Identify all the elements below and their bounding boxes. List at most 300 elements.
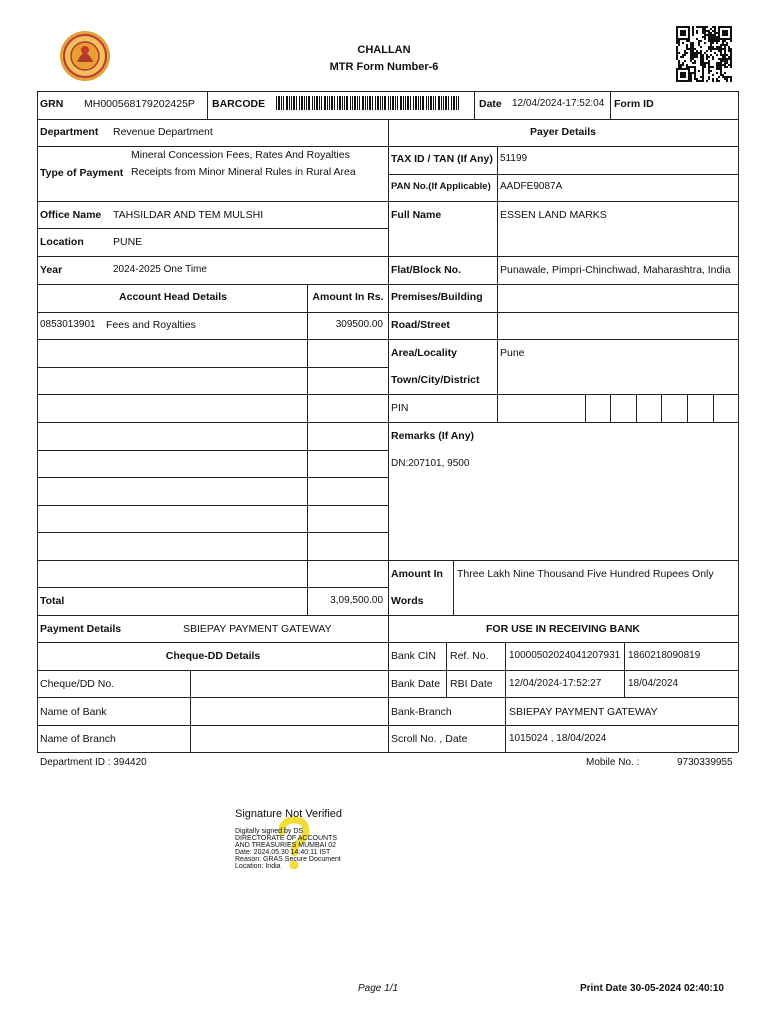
table-rule	[37, 284, 388, 285]
qr-module	[692, 30, 694, 32]
qr-module	[724, 56, 726, 58]
qr-module	[694, 60, 696, 62]
qr-module	[690, 66, 692, 68]
qr-module	[724, 52, 726, 54]
qr-module	[720, 46, 722, 48]
date-label: Date	[479, 98, 502, 110]
signature-line6: Location: India	[235, 863, 281, 870]
qr-module	[704, 62, 706, 64]
qr-module	[702, 54, 704, 56]
qr-module	[724, 48, 726, 50]
barcode-bar	[304, 96, 305, 110]
date-value: 12/04/2024-17:52:04	[512, 98, 605, 109]
department-id: Department ID : 394420	[40, 757, 147, 768]
table-rule	[37, 91, 738, 92]
qr-module	[728, 50, 730, 52]
qr-module	[714, 48, 716, 50]
barcode-bar	[375, 96, 376, 110]
qr-module	[708, 38, 710, 40]
qr-module	[702, 64, 704, 66]
table-rule	[388, 560, 738, 561]
qr-module	[696, 26, 698, 28]
qr-module	[690, 52, 692, 54]
qr-module	[718, 40, 720, 42]
qr-module	[722, 40, 724, 42]
department-value: Revenue Department	[113, 126, 213, 138]
table-rule	[388, 256, 738, 257]
qr-module	[702, 66, 704, 68]
barcode-bar	[324, 96, 326, 110]
qr-module	[730, 50, 732, 52]
barcode-bar	[296, 96, 297, 110]
qr-module	[722, 48, 724, 50]
qr-module	[682, 54, 684, 56]
qr-module	[680, 30, 686, 36]
qr-module	[714, 52, 716, 54]
qr-module	[726, 60, 728, 62]
qr-module	[708, 32, 710, 34]
qr-module	[702, 62, 704, 64]
qr-module	[718, 50, 720, 52]
qr-module	[676, 42, 678, 44]
mobile-value: 9730339955	[677, 757, 733, 768]
barcode-bar	[344, 96, 345, 110]
barcode-bar	[321, 96, 322, 110]
qr-module	[716, 32, 718, 34]
cheque-no-label: Cheque/DD No.	[40, 678, 115, 690]
qr-module	[710, 36, 712, 38]
qr-module	[688, 40, 690, 42]
qr-module	[692, 66, 694, 68]
words-label: Words	[391, 595, 424, 607]
table-rule	[37, 201, 388, 202]
qr-module	[726, 66, 728, 68]
qr-module	[724, 54, 726, 56]
signature-block	[234, 806, 374, 876]
qr-module	[694, 70, 696, 72]
qr-module	[702, 28, 704, 30]
amount-words: Three Lakh Nine Thousand Five Hundred Rupees Only	[457, 568, 714, 580]
qr-module	[714, 38, 716, 40]
qr-module	[682, 56, 684, 58]
barcode-bar	[456, 96, 457, 110]
barcode-bar	[293, 96, 295, 110]
barcode-bar	[276, 96, 277, 110]
qr-module	[730, 60, 732, 62]
qr-module	[730, 78, 732, 80]
qr-module	[702, 80, 704, 82]
table-rule	[207, 91, 208, 119]
qr-module	[722, 42, 724, 44]
qr-module	[716, 62, 718, 64]
qr-module	[730, 58, 732, 60]
qr-module	[716, 68, 718, 70]
barcode-bar	[453, 96, 455, 110]
table-rule	[37, 367, 388, 368]
qr-module	[712, 36, 714, 38]
qr-module	[706, 80, 708, 82]
qr-module	[690, 48, 692, 50]
qr-module	[712, 58, 714, 60]
table-rule	[37, 339, 388, 340]
qr-module	[694, 68, 696, 70]
qr-module	[704, 66, 706, 68]
qr-module	[692, 62, 694, 64]
qr-module	[708, 76, 710, 78]
qr-module	[690, 76, 692, 78]
barcode-bar	[289, 96, 290, 110]
qr-module	[712, 26, 714, 28]
form-number: MTR Form Number-6	[329, 61, 439, 73]
qr-module	[714, 28, 716, 30]
location-label: Location	[40, 236, 84, 248]
table-rule	[37, 146, 388, 147]
qr-module	[722, 54, 724, 56]
qr-module	[690, 50, 692, 52]
qr-module	[718, 58, 720, 60]
qr-module	[710, 48, 712, 50]
qr-module	[708, 34, 710, 36]
barcode-bar	[405, 96, 406, 110]
barcode-bar	[334, 96, 335, 110]
qr-module	[680, 56, 682, 58]
qr-module	[718, 80, 720, 82]
table-rule	[388, 119, 389, 752]
qr-module	[720, 62, 722, 64]
qr-module	[720, 58, 722, 60]
bank-date-value: 12/04/2024-17:52:27	[509, 678, 602, 689]
qr-module	[720, 70, 722, 72]
table-rule	[497, 394, 498, 422]
bank-name-label: Name of Bank	[40, 706, 107, 718]
qr-module	[730, 62, 732, 64]
branch-name-label: Name of Branch	[40, 733, 116, 745]
qr-module	[730, 48, 732, 50]
qr-module	[712, 80, 714, 82]
qr-module	[724, 44, 726, 46]
barcode-bar	[413, 96, 414, 110]
premises-label: Premises/Building	[391, 291, 483, 303]
table-rule	[37, 312, 388, 313]
signature-line4: Date: 2024.05.30 14:40:11 IST	[235, 849, 331, 856]
barcode-bar	[448, 96, 449, 110]
qr-module	[696, 38, 698, 40]
rbi-date-value: 18/04/2024	[628, 678, 679, 689]
cheque-dd-label: Cheque-DD Details	[165, 650, 261, 662]
table-rule	[388, 422, 738, 423]
qr-module	[708, 70, 710, 72]
qr-module	[688, 48, 690, 50]
grn-label: GRN	[40, 98, 64, 110]
qr-module	[724, 50, 726, 52]
qr-module	[716, 40, 718, 42]
barcode-bar	[415, 96, 417, 110]
year-value: 2024-2025 One Time	[113, 264, 207, 275]
amount-in-label: Amount In	[391, 568, 443, 580]
qr-module	[718, 64, 720, 66]
qr-module	[718, 48, 720, 50]
barcode-bar	[420, 96, 421, 110]
qr-module	[690, 74, 692, 76]
table-rule	[636, 394, 637, 422]
barcode-bar	[278, 96, 280, 110]
table-rule	[37, 532, 388, 533]
qr-module	[696, 80, 698, 82]
qr-module	[716, 48, 718, 50]
qr-module	[678, 42, 680, 44]
account-head-label: Account Head Details	[119, 291, 227, 303]
barcode-bar	[312, 96, 313, 110]
qr-module	[700, 50, 702, 52]
barcode-bar	[426, 96, 427, 110]
qr-module	[696, 54, 698, 56]
qr-module	[686, 64, 688, 66]
qr-module	[682, 64, 684, 66]
qr-module	[694, 78, 696, 80]
barcode-bar	[382, 96, 383, 110]
qr-module	[702, 72, 704, 74]
qr-module	[720, 74, 722, 76]
qr-module	[688, 66, 690, 68]
qr-module	[694, 66, 696, 68]
qr-module	[694, 52, 696, 54]
qr-module	[714, 36, 716, 38]
table-rule	[37, 642, 388, 643]
table-rule	[37, 697, 388, 698]
qr-module	[678, 66, 680, 68]
qr-module	[710, 32, 712, 34]
qr-module	[676, 40, 678, 42]
qr-module	[700, 64, 702, 66]
qr-module	[700, 62, 702, 64]
qr-module	[702, 58, 704, 60]
qr-module	[702, 26, 704, 28]
barcode-bar	[350, 96, 351, 110]
full-name-label: Full Name	[391, 209, 442, 221]
page-number: Page 1/1	[358, 983, 399, 994]
qr-module	[708, 36, 710, 38]
qr-module	[710, 46, 712, 48]
barcode-bar	[291, 96, 292, 110]
qr-module	[692, 28, 694, 30]
qr-module	[726, 42, 728, 44]
table-rule	[388, 725, 738, 726]
qr-module	[708, 72, 710, 74]
bank-branch-label: Bank-Branch	[391, 706, 452, 718]
qr-module	[730, 64, 732, 66]
qr-module	[692, 46, 694, 48]
qr-module	[708, 40, 710, 42]
table-rule	[37, 477, 388, 478]
qr-module	[706, 56, 708, 58]
qr-module	[692, 56, 694, 58]
qr-module	[676, 58, 678, 60]
payment-details-label: Payment Details	[40, 623, 122, 635]
qr-module	[678, 60, 680, 62]
road-label: Road/Street	[391, 319, 450, 331]
bank-use-label: FOR USE IN RECEIVING BANK	[485, 623, 640, 635]
remarks-label: Remarks (If Any)	[391, 430, 475, 442]
qr-module	[730, 54, 732, 56]
qr-module	[698, 70, 700, 72]
qr-module	[692, 54, 694, 56]
qr-module	[696, 52, 698, 54]
qr-module	[728, 76, 730, 78]
table-rule	[37, 615, 388, 616]
qr-module	[692, 48, 694, 50]
barcode-bar	[331, 96, 333, 110]
qr-module	[704, 52, 706, 54]
rbi-date-label: RBI Date	[450, 678, 493, 690]
qr-module	[690, 46, 692, 48]
qr-module	[690, 42, 692, 44]
bank-date-label: Bank Date	[391, 678, 441, 690]
qr-module	[696, 30, 698, 32]
qr-module	[702, 60, 704, 62]
table-rule	[37, 587, 388, 588]
qr-module	[710, 28, 712, 30]
qr-module	[714, 30, 716, 32]
barcode-bar	[316, 96, 318, 110]
qr-module	[722, 76, 724, 78]
qr-module	[700, 76, 702, 78]
qr-module	[678, 40, 680, 42]
qr-module	[726, 54, 728, 56]
barcode-bar	[403, 96, 404, 110]
table-rule	[661, 394, 662, 422]
scroll-value: 1015024 , 18/04/2024	[509, 733, 607, 744]
qr-module	[712, 38, 714, 40]
qr-module	[700, 60, 702, 62]
table-rule	[474, 91, 475, 119]
barcode-bar	[369, 96, 371, 110]
area-label: Area/Locality	[391, 347, 457, 359]
table-rule	[388, 615, 738, 616]
qr-module	[710, 66, 712, 68]
qr-module	[690, 80, 692, 82]
challan-title: CHALLAN	[357, 44, 411, 56]
qr-module	[690, 72, 692, 74]
qr-module	[710, 40, 712, 42]
qr-module	[720, 50, 722, 52]
qr-module	[702, 56, 704, 58]
barcode-bar	[422, 96, 424, 110]
qr-module	[706, 58, 708, 60]
qr-module	[722, 74, 724, 76]
qr-module	[730, 80, 732, 82]
table-rule	[37, 228, 388, 229]
table-rule	[738, 91, 739, 752]
qr-module	[678, 52, 680, 54]
qr-module	[706, 62, 708, 64]
qr-module	[686, 46, 688, 48]
barcode	[276, 96, 462, 110]
qr-module	[714, 40, 716, 42]
qr-module	[706, 34, 708, 36]
table-rule	[37, 394, 388, 395]
barcode-bar	[286, 96, 288, 110]
qr-module	[704, 38, 706, 40]
barcode-bar	[451, 96, 452, 110]
qr-module	[678, 44, 680, 46]
qr-module	[704, 42, 706, 44]
table-rule	[585, 394, 586, 422]
barcode-bar	[390, 96, 391, 110]
qr-module	[696, 50, 698, 52]
qr-module	[728, 48, 730, 50]
grn-value: MH000568179202425P	[84, 98, 195, 110]
qr-module	[720, 64, 722, 66]
barcode-bar	[377, 96, 379, 110]
qr-module	[700, 54, 702, 56]
qr-module	[702, 36, 704, 38]
qr-module	[698, 26, 700, 28]
qr-module	[694, 72, 696, 74]
bank-branch-value: SBIEPAY PAYMENT GATEWAY	[509, 706, 658, 718]
barcode-bar	[357, 96, 358, 110]
barcode-bar	[397, 96, 398, 110]
qr-module	[704, 64, 706, 66]
qr-module	[706, 54, 708, 56]
qr-module	[700, 56, 702, 58]
barcode-bar	[362, 96, 364, 110]
qr-module	[710, 38, 712, 40]
barcode-bar	[359, 96, 360, 110]
qr-module	[720, 44, 722, 46]
barcode-bar	[327, 96, 328, 110]
qr-module	[694, 48, 696, 50]
qr-module	[678, 62, 680, 64]
qr-module	[690, 54, 692, 56]
qr-module	[704, 28, 706, 30]
qr-module	[708, 78, 710, 80]
table-rule	[388, 201, 738, 202]
table-rule	[446, 642, 447, 697]
qr-module	[684, 52, 686, 54]
barcode-label: BARCODE	[212, 98, 266, 110]
qr-code-icon	[676, 26, 732, 82]
qr-module	[720, 60, 722, 62]
qr-module	[712, 66, 714, 68]
qr-module	[680, 64, 682, 66]
barcode-bar	[372, 96, 373, 110]
qr-module	[718, 66, 720, 68]
qr-module	[724, 72, 726, 74]
qr-module	[692, 44, 694, 46]
barcode-bar	[443, 96, 444, 110]
qr-module	[728, 64, 730, 66]
barcode-bar	[283, 96, 284, 110]
barcode-bar	[314, 96, 315, 110]
form-id-label: Form ID	[614, 98, 654, 110]
qr-module	[726, 78, 728, 80]
table-rule	[388, 174, 738, 175]
qr-module	[720, 68, 722, 70]
qr-module	[692, 34, 694, 36]
barcode-bar	[299, 96, 300, 110]
table-rule	[497, 146, 498, 256]
print-date: Print Date 30-05-2024 02:40:10	[580, 983, 724, 994]
qr-module	[726, 44, 728, 46]
table-rule	[610, 91, 611, 119]
year-label: Year	[40, 264, 63, 276]
qr-module	[708, 48, 710, 50]
barcode-bar	[354, 96, 356, 110]
qr-module	[718, 68, 720, 70]
barcode-bar	[392, 96, 394, 110]
qr-module	[702, 30, 704, 32]
barcode-bar	[445, 96, 447, 110]
